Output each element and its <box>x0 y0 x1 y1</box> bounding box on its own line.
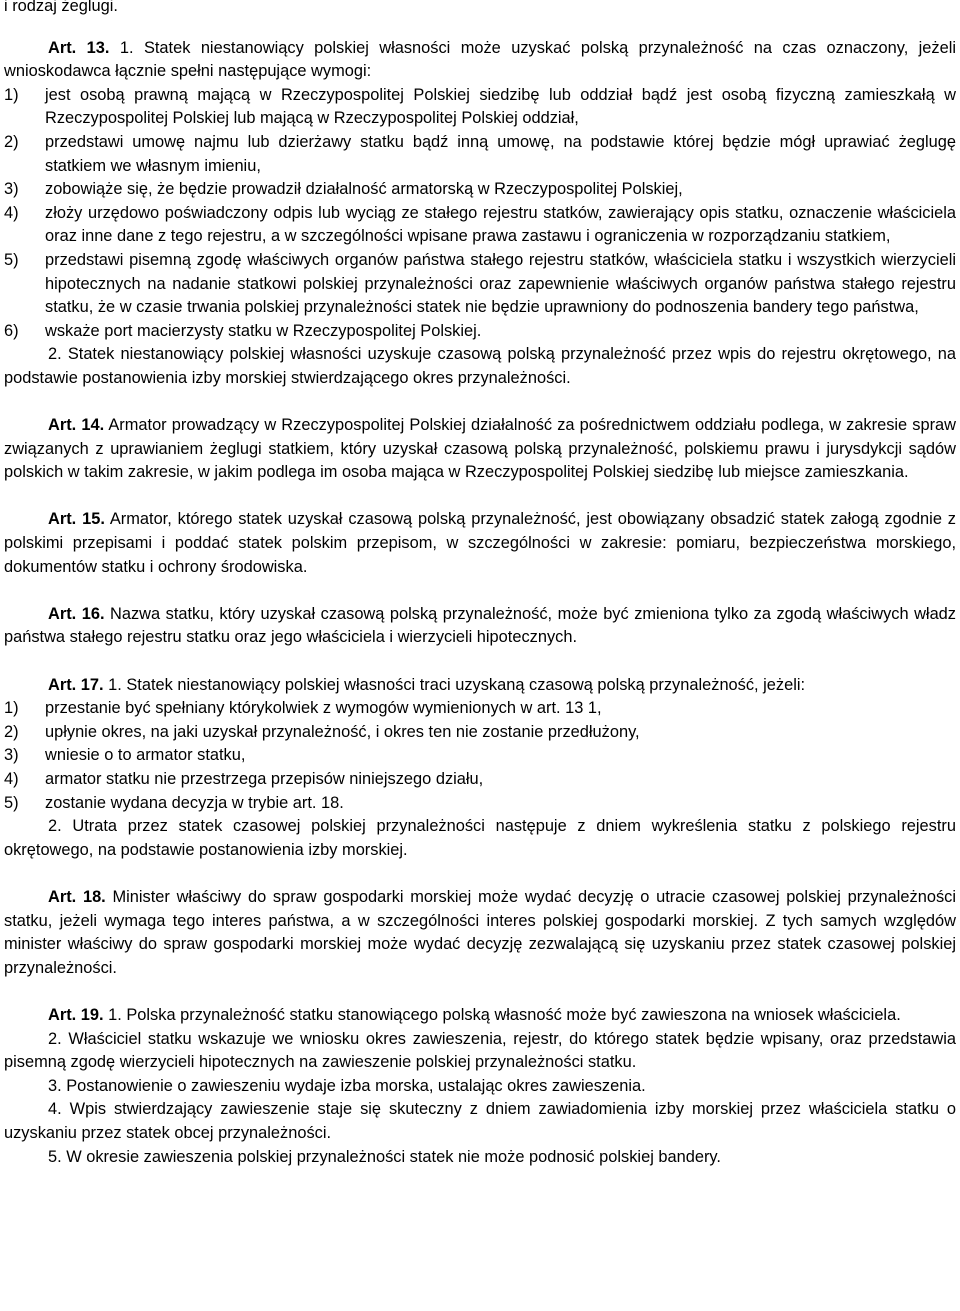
article-label: Art. 17. <box>48 675 104 694</box>
item-number: 1) <box>4 699 19 718</box>
section-number: 1. <box>103 675 122 694</box>
article-text: Armator, którego statek uzyskał czasową polską przynależność, jest obowiązany obsadzić statek załogą zgodnie z polskimi przepisami i poddać statek polskim przepisom, w szczególności w zakresie: pomiaru, bezpieczeństwa morskiego, dokumentów statku i ochrony środowiska. <box>4 510 956 576</box>
item-text: jest osobą prawną mającą w Rzeczypospolitej Polskiej siedzibę lub oddział bądź jest osobą fizyczną zamieszkałą w Rzeczypospolitej Polskiej lub mającą w Rzeczypospolitej Polskiej oddział, <box>45 85 956 128</box>
item-number: 2) <box>4 722 19 741</box>
article-label: Art. 14. <box>48 416 105 435</box>
article-17-intro <box>4 674 956 698</box>
list-item <box>4 721 956 745</box>
item-text: zostanie wydana decyzja w trybie art. 18. <box>45 793 344 812</box>
article-text: Statek niestanowiący polskiej własności może uzyskać polską przynależność na czas oznaczony, jeżeli wnioskodawca łącznie spełni następujące wymogi: <box>4 38 957 81</box>
list-item <box>4 84 956 131</box>
item-text: przestanie być spełniany którykolwiek z wymogów wymienionych w art. 13 1, <box>45 699 602 718</box>
list-item <box>4 320 956 344</box>
article-text: Statek niestanowiący polskiej własności traci uzyskaną czasową polską przynależność, jeżeli: <box>121 675 806 694</box>
article-16 <box>4 603 956 650</box>
list-item <box>4 697 956 721</box>
item-text: armator statku nie przestrzega przepisów niniejszego działu, <box>45 770 484 788</box>
item-number: 6) <box>4 321 19 340</box>
list-item <box>4 131 956 178</box>
item-number: 2) <box>4 132 19 151</box>
paragraph-text: Utrata przez statek czasowej polskiej przynależności następuje z dniem wykreślenia statku z polskiego rejestru okrętowego, na podstawie postanowienia izby morskiej. <box>4 817 956 859</box>
paragraph <box>4 1098 956 1145</box>
section-number: 1. <box>109 38 134 57</box>
list-item <box>4 744 956 768</box>
item-number: 4) <box>4 203 19 222</box>
section-number: 2. <box>48 1029 62 1048</box>
article-label: Art. 15. <box>48 510 105 529</box>
paragraph-text: W okresie zawieszenia polskiej przynależności statek nie może podnosić polskiej bandery. <box>61 1147 721 1166</box>
item-text: upłynie okres, na jaki uzyskał przynależność, i okres ten nie zostanie przedłużony, <box>45 722 640 741</box>
item-number: 3) <box>4 746 19 765</box>
item-text: przedstawi umowę najmu lub dzierżawy statku bądź inną umowę, na podstawie której będzie mógł uprawiać żeglugę statkiem we własnym imieniu, <box>45 132 956 175</box>
item-text: złoży urzędowo poświadczony odpis lub wyciąg ze stałego rejestru statków, zawierający opis statku, oznaczenie właściciela oraz inne dane z tego rejestru, a w szczególności wpisane prawa zastawu i ograniczenia w rozporządzaniu statkiem, <box>45 203 956 246</box>
article-19 <box>4 1004 956 1169</box>
paragraph-text: Postanowienie o zawieszeniu wydaje izba morska, ustalając okres zawieszenia. <box>61 1076 646 1095</box>
item-text: przedstawi pisemną zgodę właściwych organów państwa stałego rejestru statków, właściciela statku i wszystkich wierzycieli hipotecznych na nadanie statkowi polskiej przynależności oraz zapewnienie właściwych organów państwa stałego rejestru statku, że w czasie trwania polskiej przynależności statek nie będzie uprawniony do podnoszenia bandery tego państwa, <box>45 250 956 317</box>
paragraph <box>4 1028 956 1075</box>
item-number: 5) <box>4 250 19 269</box>
paragraph <box>4 1075 956 1099</box>
article-18 <box>4 886 956 980</box>
section-number: 1. <box>103 1005 122 1024</box>
article-13 <box>4 37 956 391</box>
lead-text: i rodzaj żeglugi. <box>4 0 118 15</box>
section-number: 3. <box>48 1076 62 1095</box>
article-text: Nazwa statku, który uzyskał czasową polską przynależność, może być zmieniona tylko za zgodą właściwych władz państwa stałego rejestru statku oraz jego właściciela i wierzycieli hipotecznych. <box>4 604 956 647</box>
article-17 <box>4 674 956 863</box>
section-number: 5. <box>48 1147 62 1166</box>
paragraph <box>4 1146 956 1170</box>
article-text: Minister właściwy do spraw gospodarki morskiej może wydać decyzję o utracie czasowej polskiej przynależności statku, jeżeli wymaga tego interes państwa, a w szczególności interes polskiej gospodarki morskiej. Z tych samych względów minister właściwy do spraw gospodarki morskiej może wydać decyzję zezwalającą się uzyskaniu przez statek czasowej polskiej przynależności. <box>4 887 956 977</box>
list-item <box>4 178 956 202</box>
paragraph <box>4 343 956 390</box>
item-number: 4) <box>4 770 19 788</box>
article-label: Art. 13. <box>48 38 110 57</box>
paragraph-text: Statek niestanowiący polskiej własności uzyskuje czasową polską przynależność przez wpis do rejestru okrętowego, na podstawie postanowienia izby morskiej stwierdzającego okres przynależności. <box>4 345 956 387</box>
paragraph-text: Właściciel statku wskazuje we wniosku okres zawieszenia, rejestr, do którego statek będzie wpisany, oraz przedstawia pisemną zgodę wierzycieli hipotecznych na zawieszenie polskiej przynależności statku. <box>4 1029 956 1072</box>
list-item <box>4 202 956 249</box>
section-number: 2. <box>48 817 62 836</box>
section-number: 4. <box>48 1100 62 1119</box>
list-item <box>4 768 956 792</box>
section-number: 2. <box>48 345 62 364</box>
item-number: 3) <box>4 180 19 199</box>
item-number: 5) <box>4 793 19 812</box>
item-number: 1) <box>4 85 19 104</box>
item-text: wskaże port macierzysty statku w Rzeczypospolitej Polskiej. <box>45 321 482 340</box>
article-label: Art. 18. <box>48 887 106 906</box>
item-text: wniesie o to armator statku, <box>45 746 246 765</box>
item-text: zobowiąże się, że będzie prowadził działalność armatorską w Rzeczypospolitej Polskiej, <box>45 180 683 199</box>
paragraph-text: Wpis stwierdzający zawieszenie staje się skuteczny z dniem zawiadomienia izby morskiej przez właściciela statku o uzyskaniu przez statek obcej przynależności. <box>4 1100 956 1142</box>
paragraph <box>4 815 956 862</box>
article-label: Art. 16. <box>48 604 105 623</box>
article-label: Art. 19. <box>48 1005 104 1024</box>
article-13-intro <box>4 37 956 84</box>
list-item <box>4 792 956 816</box>
article-text: Polska przynależność statku stanowiącego polską własność może być zawieszona na wniosek właściciela. <box>121 1005 901 1024</box>
list-item <box>4 249 956 320</box>
article-text: Armator prowadzący w Rzeczypospolitej Polskiej działalność za pośrednictwem oddziału podlega, w zakresie spraw związanych z uprawianiem żeglugi statkiem, który uzyskał czasową polską przynależność, polskiemu prawu i jurysdykcji sądów polskich w takim zakresie, w jakim podlega im osoba mająca w Rzeczypospolitej Polskiej siedzibę lub miejsce zamieszkania. <box>4 416 956 482</box>
article-14 <box>4 414 956 485</box>
article-19-intro <box>4 1004 956 1028</box>
article-15 <box>4 508 956 579</box>
